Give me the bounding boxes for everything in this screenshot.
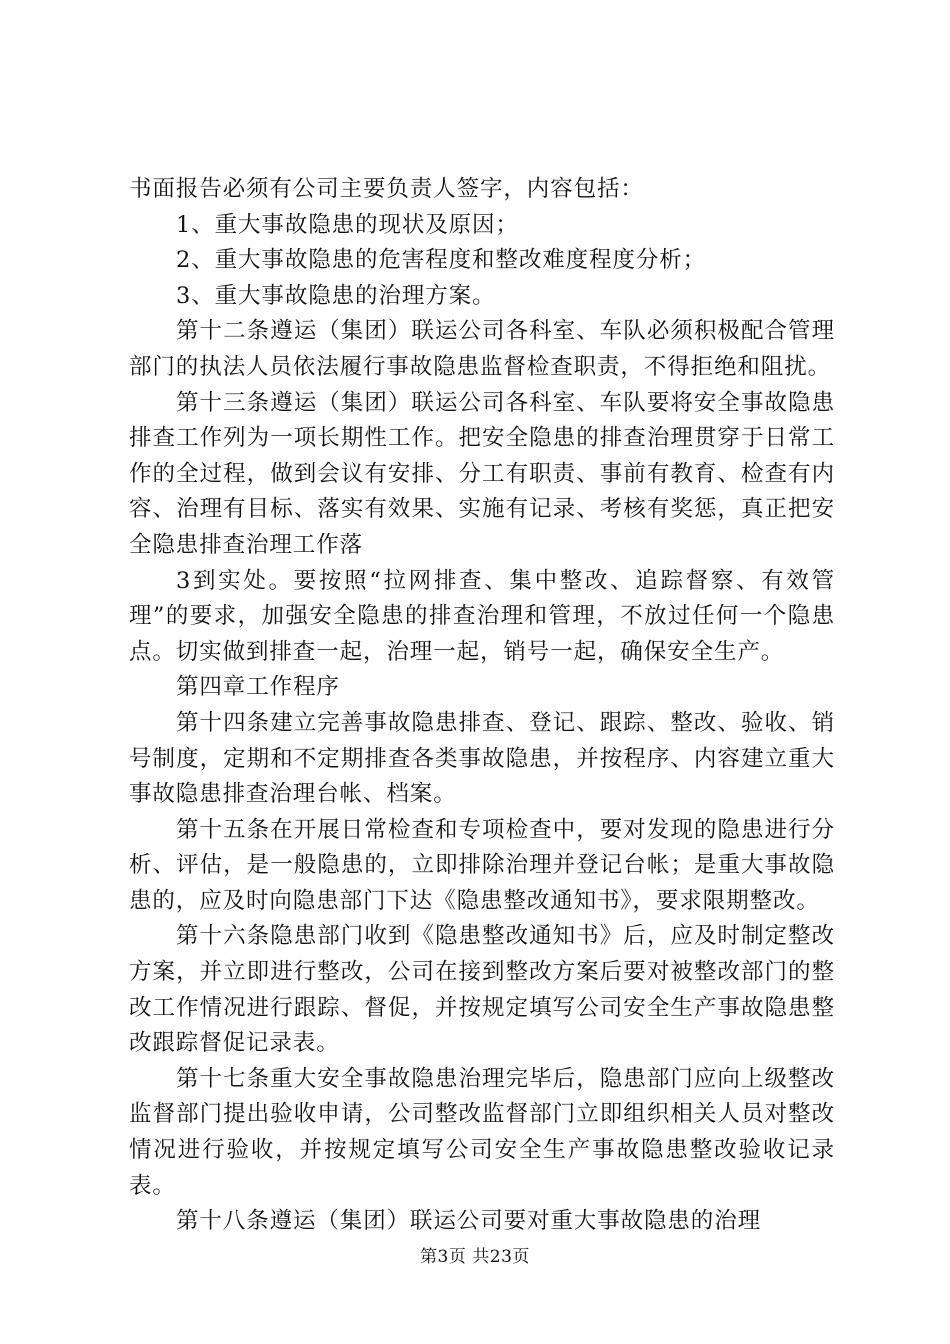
paragraph: 第十七条重大安全事故隐患治理完毕后，隐患部门应向上级整改监督部门提出验收申请，公司整改监督部门立即组织相关人员对整改情况进行验收，并按规定填写公司安全生产事故隐患整改验收记录表。	[129, 1065, 835, 1199]
document-body	[129, 172, 835, 1240]
paragraph: 1、重大事故隐患的现状及原因；	[176, 211, 519, 238]
paragraph: 第十三条遵运（集团）联运公司各科室、车队要将安全事故隐患排查工作列为一项长期性工作。把安全隐患的排查治理贯穿于日常工作的全过程，做到会议有安排、分工有职责、事前有教育、检查有内容、治理有目标、落实有效果、实施有记录、考核有奖惩，真正把安全隐患排查治理工作落	[129, 389, 835, 558]
paragraph: 3到实处。要按照“拉网排查、集中整改、追踪督察、有效管理”的要求，加强安全隐患的排查治理和管理，不放过任何一个隐患点。切实做到排查一起，治理一起，销号一起，确保安全生产。	[129, 567, 835, 665]
paragraph: 2、重大事故隐患的危害程度和整改难度程度分析；	[176, 247, 707, 274]
chapter-heading: 第四章工作程序	[176, 674, 340, 701]
paragraph: 第十八条遵运（集团）联运公司要对重大事故隐患的治理	[176, 1208, 762, 1235]
paragraph: 书面报告必须有公司主要负责人签字，内容包括：	[129, 176, 644, 202]
paragraph: 3、重大事故隐患的治理方案。	[176, 282, 496, 309]
paragraph: 第十四条建立完善事故隐患排查、登记、跟踪、整改、验收、销号制度，定期和不定期排查各类事故隐患，并按程序、内容建立重大事故隐患排查治理台帐、档案。	[129, 709, 835, 808]
paragraph: 第十六条隐患部门收到《隐患整改通知书》后，应及时制定整改方案，并立即进行整改，公司在接到整改方案后要对被整改部门的整改工作情况进行跟踪、督促，并按规定填写公司安全生产事故隐患整改跟踪督促记录表。	[129, 923, 835, 1057]
paragraph: 第十二条遵运（集团）联运公司各科室、车队必须积极配合管理部门的执法人员依法履行事故隐患监督检查职责，不得拒绝和阻扰。	[129, 318, 835, 380]
paragraph: 第十五条在开展日常检查和专项检查中，要对发现的隐患进行分析、评估，是一般隐患的，立即排除治理并登记台帐；是重大事故隐患的，应及时向隐患部门下达《隐患整改通知书》，要求限期整改。	[129, 816, 835, 914]
page-number-footer: 第3页 共23页	[420, 1247, 530, 1267]
